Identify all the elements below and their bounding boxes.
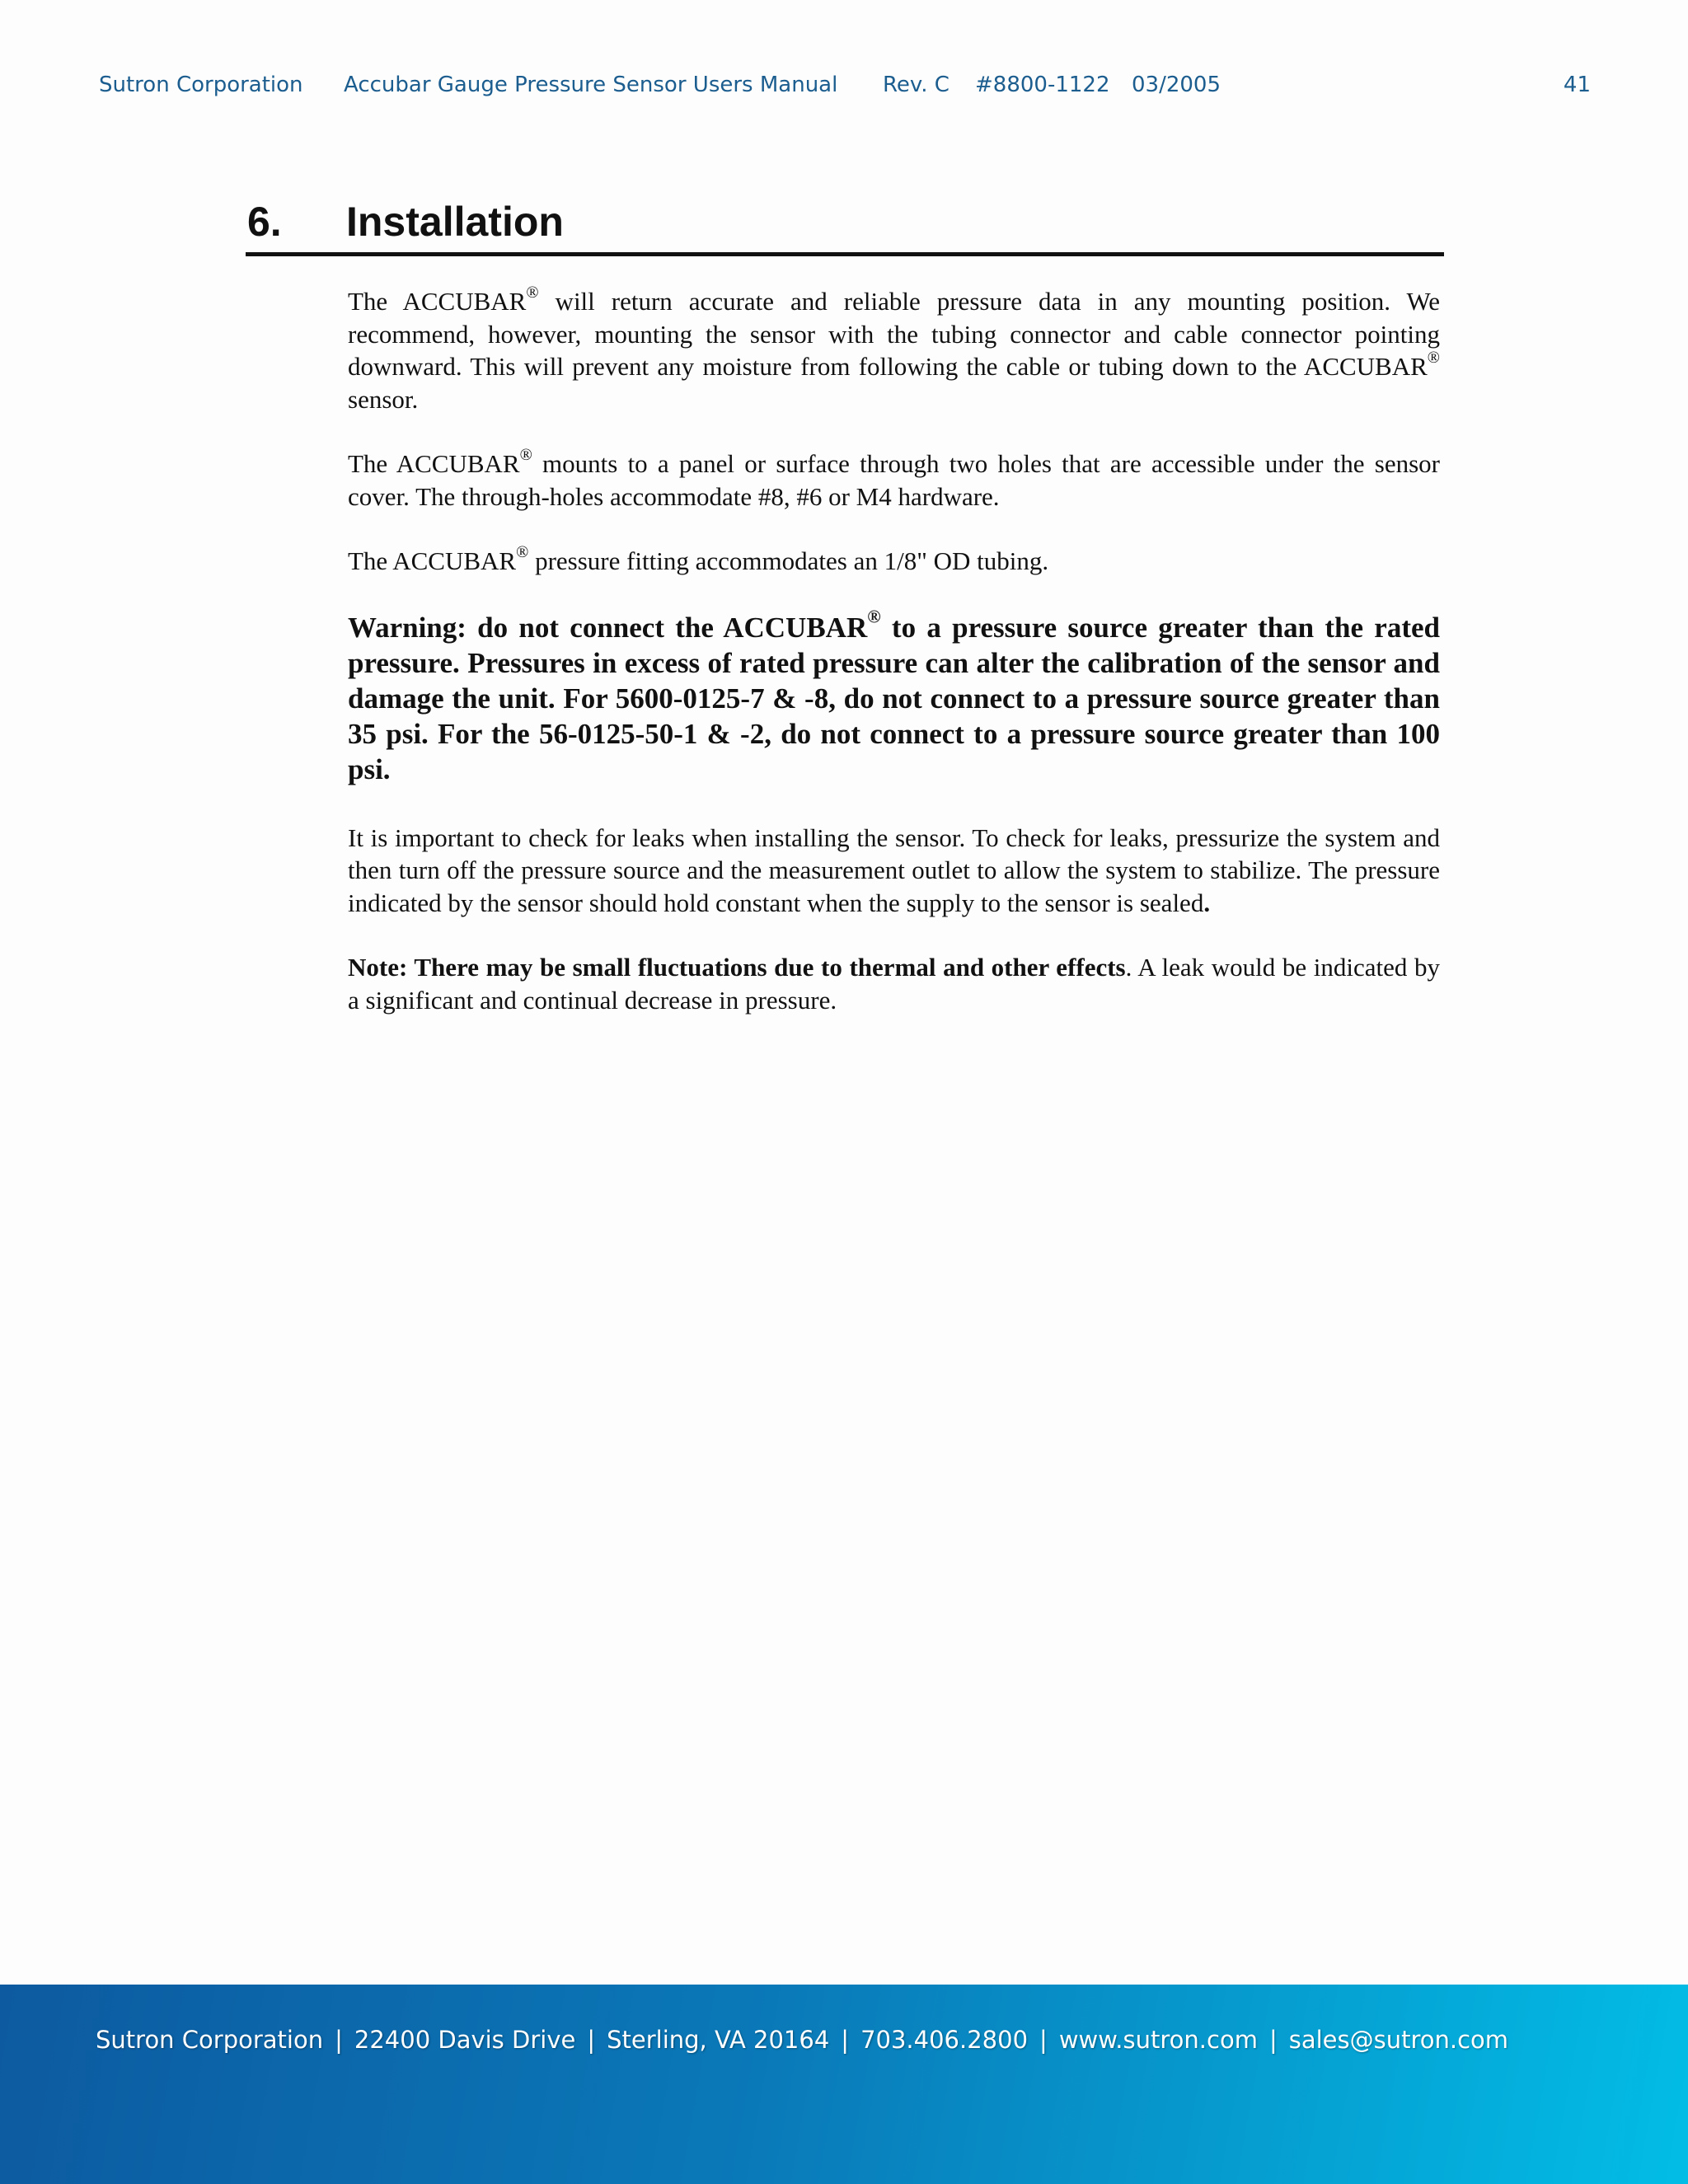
footer-address: 22400 Davis Drive <box>354 2026 576 2054</box>
header-revision: Rev. C <box>883 73 950 97</box>
note-label: Note: There may be small fluctuations due to thermal and other effects <box>348 953 1126 982</box>
section-number: 6. <box>247 199 282 245</box>
page-footer <box>0 1985 1688 2184</box>
header-company: Sutron Corporation <box>99 73 303 97</box>
paragraph-mounting-position <box>348 285 1440 415</box>
footer-separator: | <box>587 2026 596 2054</box>
paragraph-text: will return accurate and reliable pressure data in any mounting position. We recommend, however, mounting the sensor with the tubing connector and cable connector pointing downward. This will prevent any moisture from following the cable or tubing down to the ACCUBAR <box>348 287 1440 381</box>
paragraph-pressure-fitting <box>348 545 1440 578</box>
paragraph-text: sensor. <box>348 384 419 414</box>
paragraph-text: The ACCUBAR <box>348 546 517 575</box>
footer-website-link[interactable]: www.sutron.com <box>1058 2026 1258 2054</box>
section-title: Installation <box>346 199 564 245</box>
registered-mark: ® <box>867 605 881 626</box>
paragraph-panel-mounting <box>348 448 1440 513</box>
footer-separator: | <box>841 2026 850 2054</box>
paragraph-text: pressure fitting accommodates an 1/8" OD tubing. <box>528 546 1049 575</box>
header-doc-number: #8800-1122 <box>975 73 1110 97</box>
note-paragraph <box>348 951 1440 1016</box>
registered-mark: ® <box>519 446 532 464</box>
footer-contact-line <box>96 2026 1508 2054</box>
paragraph-text: The ACCUBAR <box>348 449 520 478</box>
warning-paragraph <box>348 605 1440 787</box>
paragraph-text: The ACCUBAR <box>348 287 527 316</box>
section-body <box>348 285 1440 1048</box>
paragraph-text: mounts to a panel or surface through two holes that are accessible under the sensor cover. The through-holes accommodate #8, #6 or M4 hardware. <box>348 449 1440 511</box>
footer-city: Sterling, VA 20164 <box>607 2026 830 2054</box>
warning-text: Warning: do not connect the ACCUBAR <box>348 611 868 644</box>
footer-separator: | <box>335 2026 343 2054</box>
footer-separator: | <box>1039 2026 1048 2054</box>
footer-email-link[interactable]: sales@sutron.com <box>1288 2026 1509 2054</box>
footer-phone: 703.406.2800 <box>860 2026 1029 2054</box>
warning-text: to a pressure source greater than the rated pressure. Pressures in excess of rated pressure can alter the calibration of the sensor and damage the unit. For 5600-0125-7 & -8, do not connect to a pressure source greater than 35 psi. For the 56-0125-50-1 & -2, do not connect to a pressure source greater than 100 psi. <box>348 611 1440 785</box>
registered-mark: ® <box>1427 349 1440 367</box>
registered-mark: ® <box>526 284 539 302</box>
header-date: 03/2005 <box>1132 73 1221 97</box>
section-heading <box>246 194 1444 256</box>
paragraph-text: . <box>1203 888 1211 917</box>
paragraph-leak-check <box>348 822 1440 920</box>
footer-separator: | <box>1268 2026 1278 2054</box>
registered-mark: ® <box>516 543 529 561</box>
page-number: 41 <box>1563 73 1591 97</box>
paragraph-text: It is important to check for leaks when installing the sensor. To check for leaks, pressurize the system and then turn off the pressure source and the measurement outlet to allow the system to stabilize. The pressure indicated by the sensor should hold constant when the supply to the sensor is sealed <box>348 823 1440 917</box>
note-text: . A leak would be indicated by a significant and continual decrease in pressure. <box>348 953 1440 1015</box>
page-header <box>99 73 1591 102</box>
footer-company: Sutron Corporation <box>96 2026 324 2054</box>
header-manual-title: Accubar Gauge Pressure Sensor Users Manual <box>344 73 838 97</box>
